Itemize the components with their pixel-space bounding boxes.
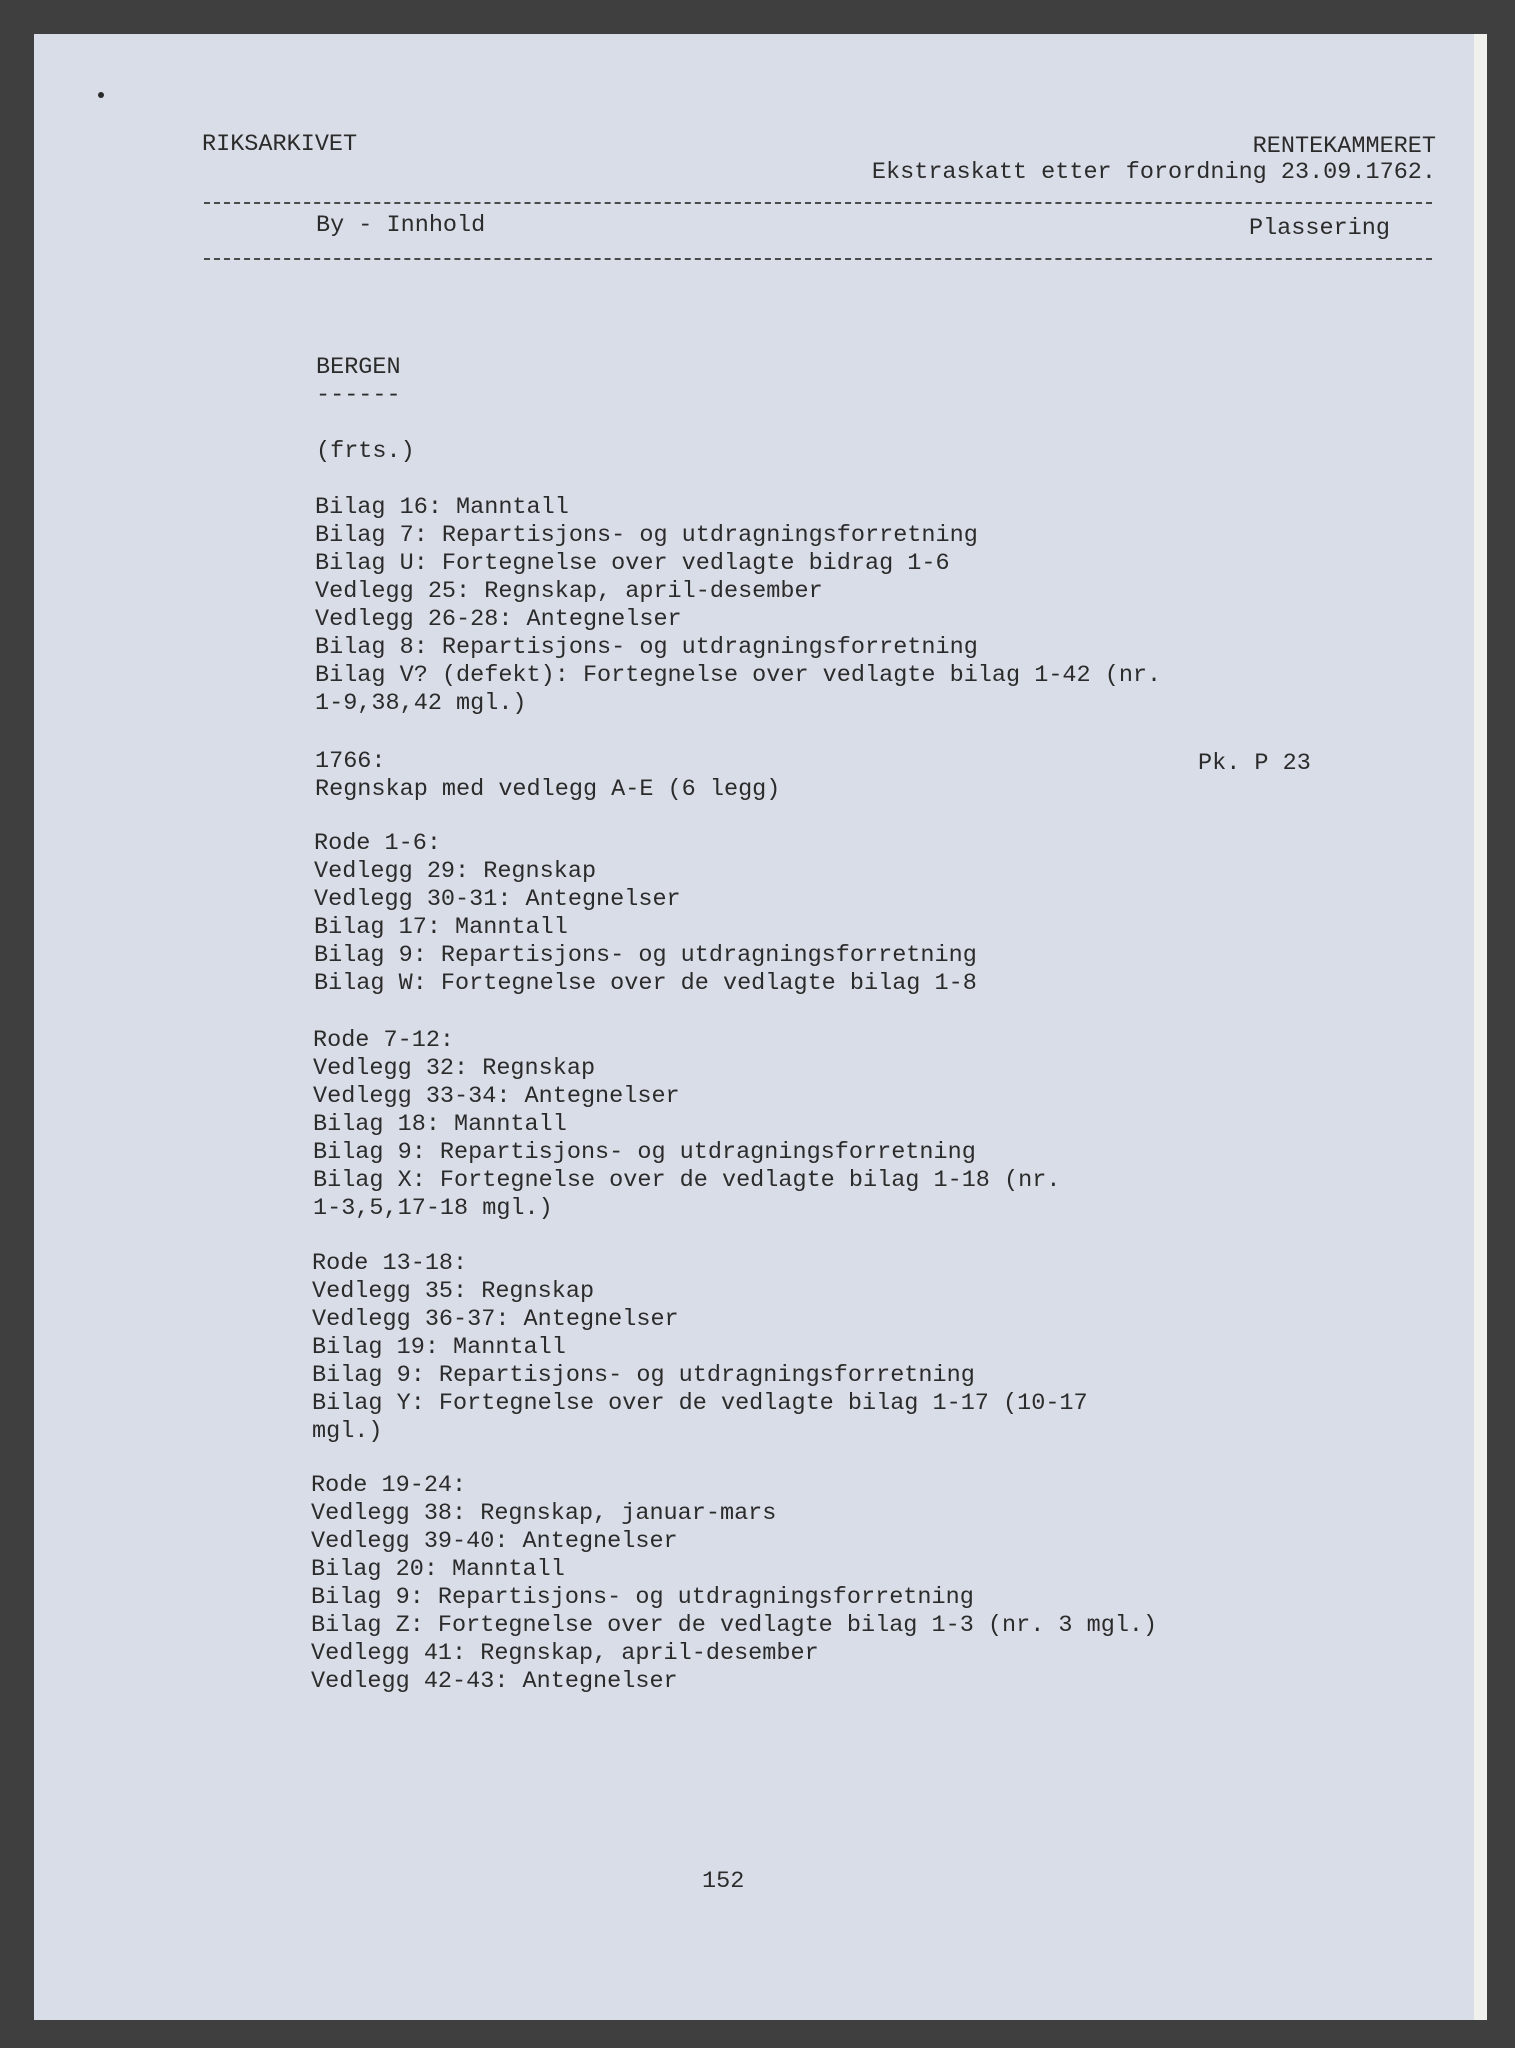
- department-name: RENTEKAMMERET: [1252, 133, 1436, 160]
- header-divider-bottom: [204, 258, 1432, 260]
- entry-line: Bilag W: Fortegnelse over de vedlagte bilag 1-8: [314, 970, 977, 997]
- city-heading: BERGEN: [316, 354, 401, 381]
- entry-line: Vedlegg 42-43: Antegnelser: [311, 1668, 678, 1695]
- location-label: Pk. P 23: [1198, 750, 1311, 777]
- entry-line: Bilag X: Fortegnelse over de vedlagte bilag 1-18 (nr.: [313, 1167, 1061, 1194]
- entry-line: Bilag 7: Repartisjons- og utdragningsforretning: [315, 522, 978, 549]
- header-divider-top: [204, 202, 1432, 204]
- column-heading-content: By - Innhold: [316, 212, 486, 239]
- year-summary: Regnskap med vedlegg A-E (6 legg): [315, 776, 781, 803]
- page-edge-strip: [1474, 34, 1487, 2020]
- page-number: 152: [702, 1868, 745, 1895]
- entry-line: Vedlegg 36-37: Antegnelser: [312, 1306, 679, 1333]
- entry-line: Rode 1-6:: [314, 830, 441, 857]
- entry-line: Vedlegg 35: Regnskap: [312, 1278, 595, 1305]
- entry-line: Bilag 17: Manntall: [314, 914, 568, 941]
- entry-line: Vedlegg 32: Regnskap: [313, 1055, 596, 1082]
- entry-line: Bilag 8: Repartisjons- og utdragningsforretning: [315, 634, 978, 661]
- entry-line: Bilag V? (defekt): Fortegnelse over vedlagte bilag 1-42 (nr.: [315, 662, 1162, 689]
- column-heading-location: Plassering: [1248, 215, 1390, 242]
- entry-line: Vedlegg 41: Regnskap, april-desember: [311, 1640, 819, 1667]
- year-heading: 1766:: [315, 748, 386, 775]
- entry-line: Bilag 9: Repartisjons- og utdragningsforretning: [311, 1584, 974, 1611]
- entry-line: Bilag 16: Manntall: [315, 494, 569, 521]
- document-page: [34, 34, 1474, 2020]
- city-underline: ------: [316, 382, 401, 409]
- entry-line: Bilag 9: Repartisjons- og utdragningsforretning: [314, 942, 977, 969]
- entry-line: Rode 7-12:: [313, 1027, 455, 1054]
- entry-line: Bilag 19: Manntall: [312, 1334, 566, 1361]
- entry-line: Bilag 9: Repartisjons- og utdragningsforretning: [312, 1362, 975, 1389]
- entry-line: Vedlegg 30-31: Antegnelser: [314, 886, 681, 913]
- punch-dot: [98, 92, 104, 98]
- entry-line: mgl.): [312, 1418, 383, 1445]
- entry-line: Vedlegg 29: Regnskap: [314, 858, 597, 885]
- entry-line: Vedlegg 25: Regnskap, april-desember: [315, 578, 823, 605]
- entry-line: Bilag 20: Manntall: [311, 1556, 565, 1583]
- entry-line: Bilag Y: Fortegnelse over de vedlagte bilag 1-17 (10-17: [312, 1390, 1088, 1417]
- entry-line: 1-3,5,17-18 mgl.): [313, 1195, 553, 1222]
- archive-name: RIKSARKIVET: [202, 131, 358, 158]
- entry-line: Vedlegg 38: Regnskap, januar-mars: [311, 1500, 777, 1527]
- entry-line: Vedlegg 33-34: Antegnelser: [313, 1083, 680, 1110]
- entry-line: Rode 13-18:: [312, 1250, 468, 1277]
- entry-line: Bilag U: Fortegnelse over vedlagte bidrag 1-6: [315, 550, 950, 577]
- entry-line: Bilag 9: Repartisjons- og utdragningsforretning: [313, 1139, 976, 1166]
- entry-line: 1-9,38,42 mgl.): [315, 690, 527, 717]
- entry-line: Bilag Z: Fortegnelse over de vedlagte bilag 1-3 (nr. 3 mgl.): [311, 1612, 1158, 1639]
- entry-line: Rode 19-24:: [311, 1472, 467, 1499]
- entry-line: Vedlegg 26-28: Antegnelser: [315, 606, 682, 633]
- continued-note: (frts.): [316, 438, 415, 465]
- entry-line: Vedlegg 39-40: Antegnelser: [311, 1528, 678, 1555]
- entry-line: Bilag 18: Manntall: [313, 1111, 567, 1138]
- document-subtitle: Ekstraskatt etter forordning 23.09.1762.: [871, 159, 1436, 186]
